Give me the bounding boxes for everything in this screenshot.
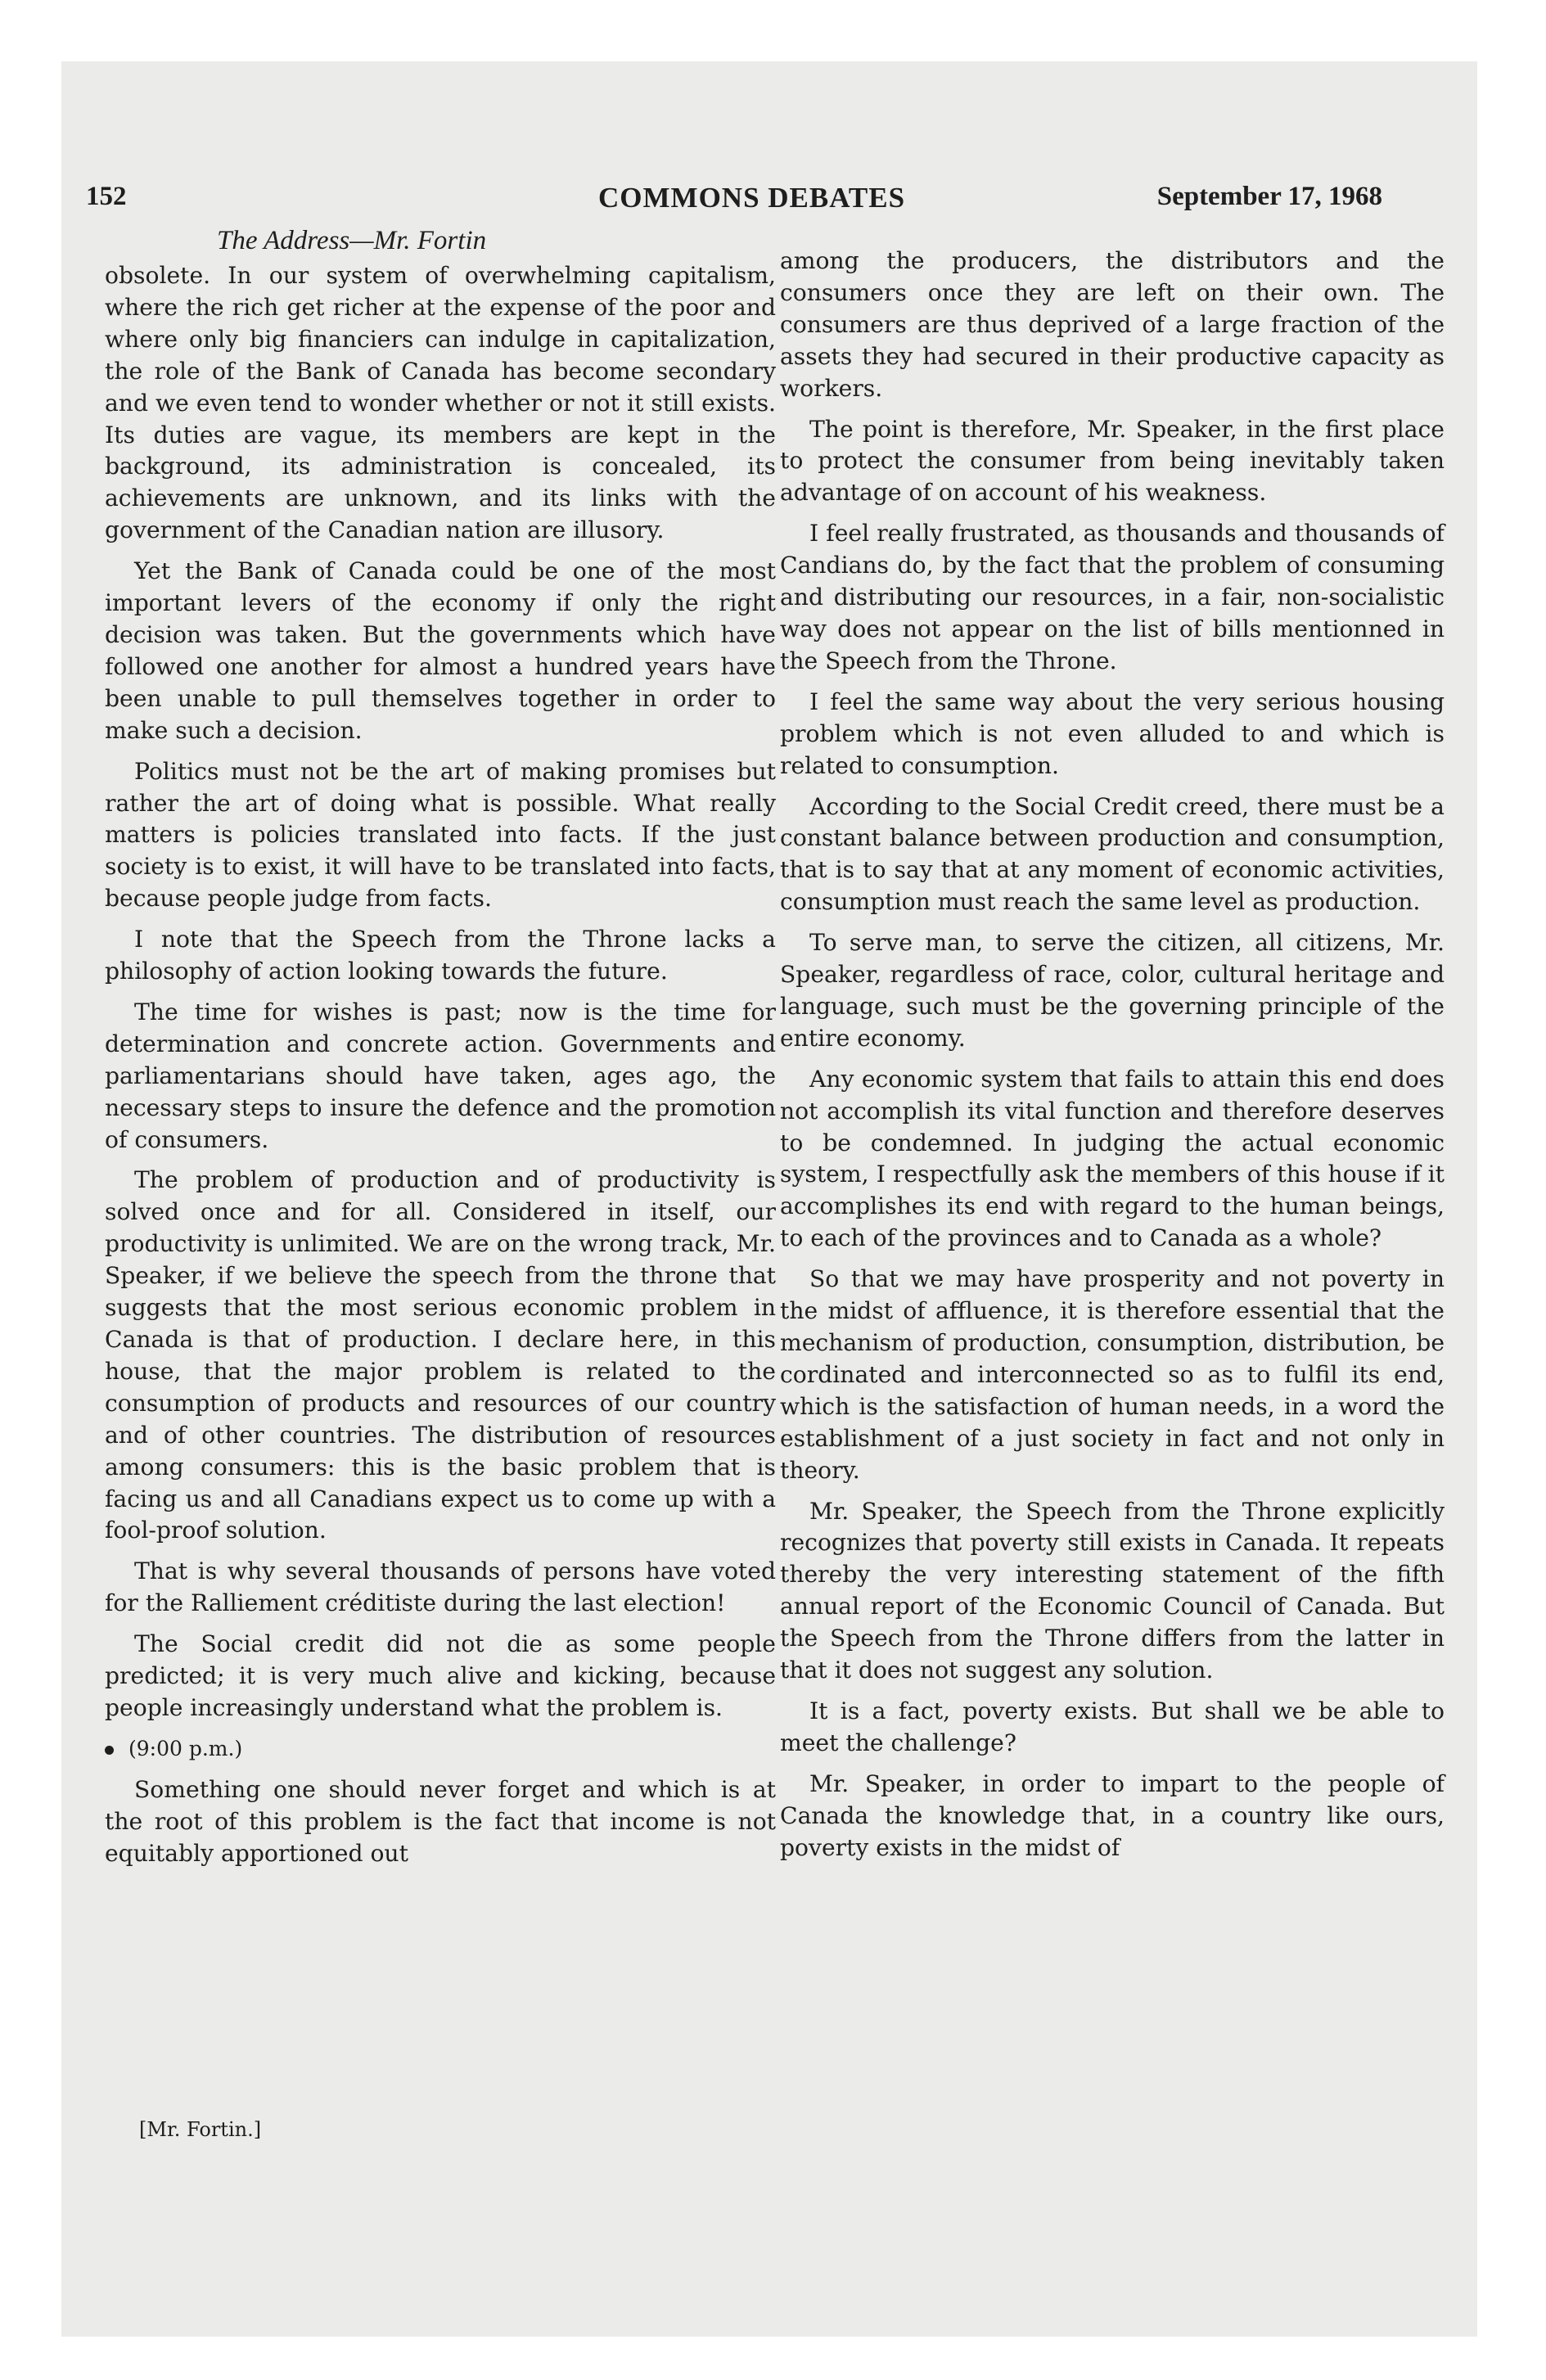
bullet-icon (105, 1746, 114, 1755)
left-column (105, 260, 776, 1879)
paragraph: To serve man, to serve the citizen, all citizens, Mr. Speaker, regardless of race, color, cultural heritage and language, such must be the governing principle of the entire economy. (780, 929, 1445, 1052)
paragraph: Politics must not be the art of making promises but rather the art of doing what is possible. What really matters is policies translated into facts. If the just society is to exist, it will have to be translated into facts, because people judge from facts. (105, 757, 776, 913)
publication-date: September 17, 1968 (1156, 182, 1382, 211)
paragraph: obsolete. In our system of overwhelming capitalism, where the rich get richer at the expense of the poor and where only big financiers can indulge in capitalization, the role of the Bank of Canada has become secondary and we even tend to wonder whether or not it still exists. Its duties are vague, its members are kept in the background, its administration is concealed, its achievements are unknown, and its links with the government of the Canadian nation are illusory. (105, 262, 776, 544)
paragraph: among the producers, the distributors and the consumers once they are left on their own. The consumers are thus deprived of a large fraction of the assets they had secured in their productive capacity as workers. (780, 247, 1445, 402)
paragraph: I feel really frustrated, as thousands and thousands of Candians do, by the fact that the problem of consuming and distributing our resources, in a fair, non-socialistic way does not appear on the list of bills mentionned in the Speech from the Throne. (780, 520, 1445, 674)
paragraph: Something one should never forget and which is at the root of this problem is the fact that income is not equitably apportioned out (105, 1775, 776, 1867)
paragraph: That is why several thousands of persons have voted for the Ralliement créditiste during the last election! (105, 1557, 776, 1617)
running-head: The Address—Mr. Fortin (217, 226, 487, 255)
time-stamp-text: (9:00 p.m.) (128, 1736, 243, 1760)
time-stamp (105, 1733, 776, 1765)
speaker-tag: [Mr. Fortin.] (139, 2118, 262, 2141)
paragraph: I note that the Speech from the Throne lacks a philosophy of action looking towards the future. (105, 926, 776, 985)
paragraph: I feel the same way about the very serious housing problem which is not even alluded to and which is related to consumption. (780, 687, 1445, 779)
paragraph: Mr. Speaker, in order to impart to the people of Canada the knowledge that, in a country like ours, poverty exists in the midst of (780, 1769, 1445, 1861)
paragraph: According to the Social Credit creed, there must be a constant balance between production and consumption, that is to say that at any moment of economic activities, consumption must reach the same level as production. (780, 792, 1445, 916)
page-header (86, 182, 1477, 223)
paragraph: So that we may have prosperity and not poverty in the midst of affluence, it is therefore essential that the mechanism of production, consumption, distribution, be cordinated and interconnected so as to fulfil its end, which is the satisfaction of human needs, in a word the establishment of a just society in fact and not only in theory. (780, 1265, 1445, 1484)
right-column (780, 246, 1445, 1873)
paragraph: The problem of production and of productivity is solved once and for all. Considered in itself, our productivity is unlimited. We are on the wrong track, Mr. Speaker, if we believe the speech from the throne that suggests that the most serious economic problem in Canada is that of production. I declare here, in this house, that the major problem is related to the consumption of products and resources of our country and of other countries. The distribution of resources among consumers: this is the basic problem that is facing us and all Canadians expect us to come up with a fool-proof solution. (105, 1166, 776, 1544)
paragraph: The point is therefore, Mr. Speaker, in the first place to protect the consumer from being inevitably taken advantage of on account of his weakness. (780, 415, 1445, 507)
paragraph: Any economic system that fails to attain this end does not accomplish its vital function and therefore deserves to be condemned. In judging the actual economic system, I respectfully ask the members of this house if it accomplishes its end with regard to the human beings, to each of the provinces and to Canada as a whole? (780, 1065, 1445, 1252)
paragraph: Mr. Speaker, the Speech from the Throne explicitly recognizes that poverty still exists in Canada. It repeats thereby the very interesting statement of the fifth annual report of the Economic Council of Canada. But the Speech from the Throne differs from the latter in that it does not suggest any solution. (780, 1497, 1445, 1684)
paragraph: The Social credit did not die as some people predicted; it is very much alive and kicking, because people increasingly understand what the problem is. (105, 1630, 776, 1721)
paragraph: It is a fact, poverty exists. But shall we be able to meet the challenge? (780, 1697, 1445, 1756)
paragraph: Yet the Bank of Canada could be one of the most important levers of the economy if only the right decision was taken. But the governments which have followed one another for almost a hundred years have been unable to pull themselves together in order to make such a decision. (105, 557, 776, 744)
page-number: 152 (86, 182, 127, 211)
publication-title: COMMONS DEBATES (598, 182, 906, 214)
paragraph: The time for wishes is past; now is the time for determination and concrete action. Governments and parliamentarians should have taken, ages ago, the necessary steps to insure the defence and the promotion of consumers. (105, 998, 776, 1153)
